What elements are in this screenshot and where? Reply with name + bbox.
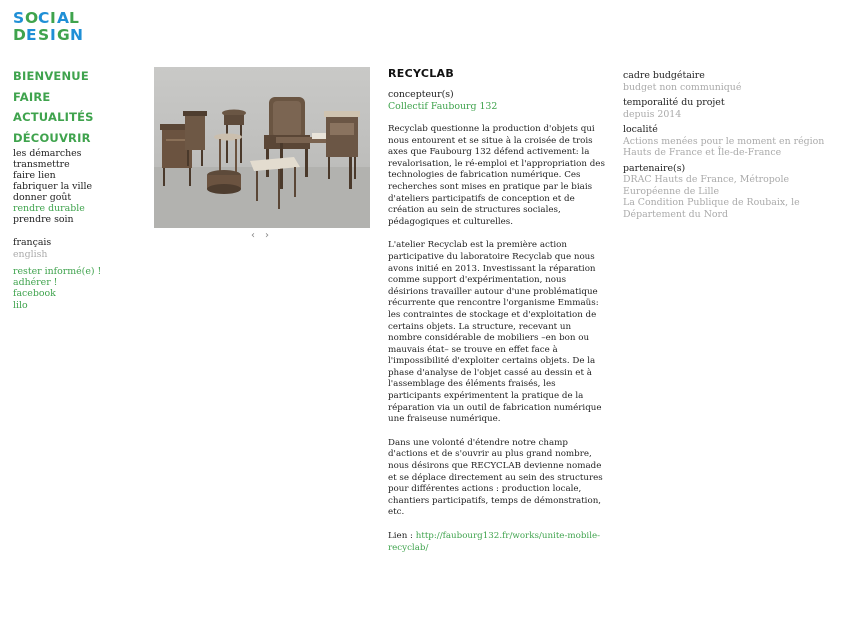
svg-text:O: O [25,9,38,27]
svg-text:D: D [13,26,26,43]
nav-sub-les-demarches[interactable]: les démarches [13,148,82,159]
svg-text:I: I [50,9,56,27]
project-paragraph-1: Recyclab questionne la production d'objets qui nous entourent et se situe à la croisée de trois axes que Faubourg 132 défend activement: la revalorisation, le ré-emploi et l'appropriation des technologies de fabrication numérique. Ces recherches sont mises en pratique par le biais d'ateliers participatifs de conception et de création au sein de structures sociales, pédagogiques et culturelles. [388,124,605,227]
link-lilo[interactable]: lilo [13,299,28,311]
project-link-url[interactable]: http://faubourg132.fr/works/unite-mobile-recyclab/ [388,531,601,553]
period-label: temporalité du projet [623,97,725,108]
period-value: depuis 2014 [623,108,682,120]
link-adherer[interactable]: adhérer ! [13,277,58,289]
photo-carousel-controls [248,230,278,242]
link-rester-informe[interactable]: rester informé(e) ! [13,266,102,277]
svg-text:C: C [38,9,50,27]
partners-label: partenaire(s) [623,162,686,174]
nav-actualites[interactable]: ACTUALITÉS [13,110,94,124]
svg-text:E: E [26,26,37,43]
carousel-prev-icon[interactable]: ‹ [251,230,255,241]
left-nav [13,66,143,311]
nav-sub-prendre-soin[interactable]: prendre soin [13,214,74,225]
budget-label: cadre budgétaire [623,70,705,81]
nav-decouvrir[interactable]: DÉCOUVRIR [13,130,91,145]
language-switcher [13,237,143,261]
nav-faire[interactable]: FAIRE [13,89,51,104]
svg-text:I: I [50,26,56,43]
project-photo[interactable] [154,67,370,228]
project-paragraph-2: L'atelier Recyclab est la première action participative du laboratoire Recyclab que nous avons initié en 2013. Investissant la réparation comme support d'expérimentation, nous désirions travailler autour d'une problématique récurrente que rencontre l'organisme Emmaüs: les contraintes de stockage et d'exploitation de certains objets. La structure, recevant un nombre considérable de mobiliers –en bon ou mauvais état– se trouve en effet face à l'impossibilité d'exploiter certains objets. De la phase d'analyse de l'objet cassé au dessin et à l'assemblage des éléments fraisés, les participants expérimentent la pratique de la réparation via un outil de fabrication numérique une fraiseuse numérique. [388,240,602,425]
location-label: localité [623,124,658,135]
svg-text:S: S [13,9,24,27]
social-design-logo-icon [13,9,93,43]
project-paragraph-3: Dans une volonté d'étendre notre champ d'actions et de s'ouvrir au plus grand nombre, nous désirons que RECYCLAB devienne nomade et se déplace directement au sein des structures pour différentes actions : production locale, chantiers participatifs, temps de démonstration, etc. [388,437,603,518]
external-links [13,266,143,311]
nav-bienvenue[interactable]: BIENVENUE [13,69,89,83]
designer-label: concepteur(s) [388,89,454,100]
svg-text:A: A [57,9,69,27]
svg-text:N: N [70,26,83,43]
budget-value: budget non communiqué [623,81,742,93]
site-logo[interactable] [13,9,93,43]
nav-sub-donner-gout[interactable]: donner goût [13,192,72,203]
nav-sub-faire-lien[interactable]: faire lien [13,170,56,181]
link-facebook[interactable]: facebook [13,288,56,300]
svg-text:L: L [69,9,79,27]
project-info [623,70,843,220]
project-content [388,67,606,554]
project-title: RECYCLAB [388,67,455,80]
partner-1: DRAC Hauts de France, Métropole Européenne de Lille [623,174,789,197]
location-value: Actions menées pour le moment en région Hauts de France et Île-de-France [623,135,825,158]
svg-text:S: S [38,26,49,43]
furniture-photo-image [154,67,370,228]
nav-sub-fabriquer-la-ville[interactable]: fabriquer la ville [13,181,92,192]
partner-2: La Condition Publique de Roubaix, le Département du Nord [623,197,800,220]
project-link [388,531,606,554]
nav-sub-transmettre[interactable]: transmettre [13,159,70,170]
lang-francais[interactable]: français [13,237,52,248]
nav-sub-rendre-durable[interactable]: rendre durable [13,203,85,214]
designer-link[interactable]: Collectif Faubourg 132 [388,100,498,112]
project-link-label: Lien : [388,531,416,541]
carousel-next-icon[interactable]: › [265,230,269,241]
lang-english[interactable]: english [13,249,48,260]
svg-text:G: G [57,26,70,43]
